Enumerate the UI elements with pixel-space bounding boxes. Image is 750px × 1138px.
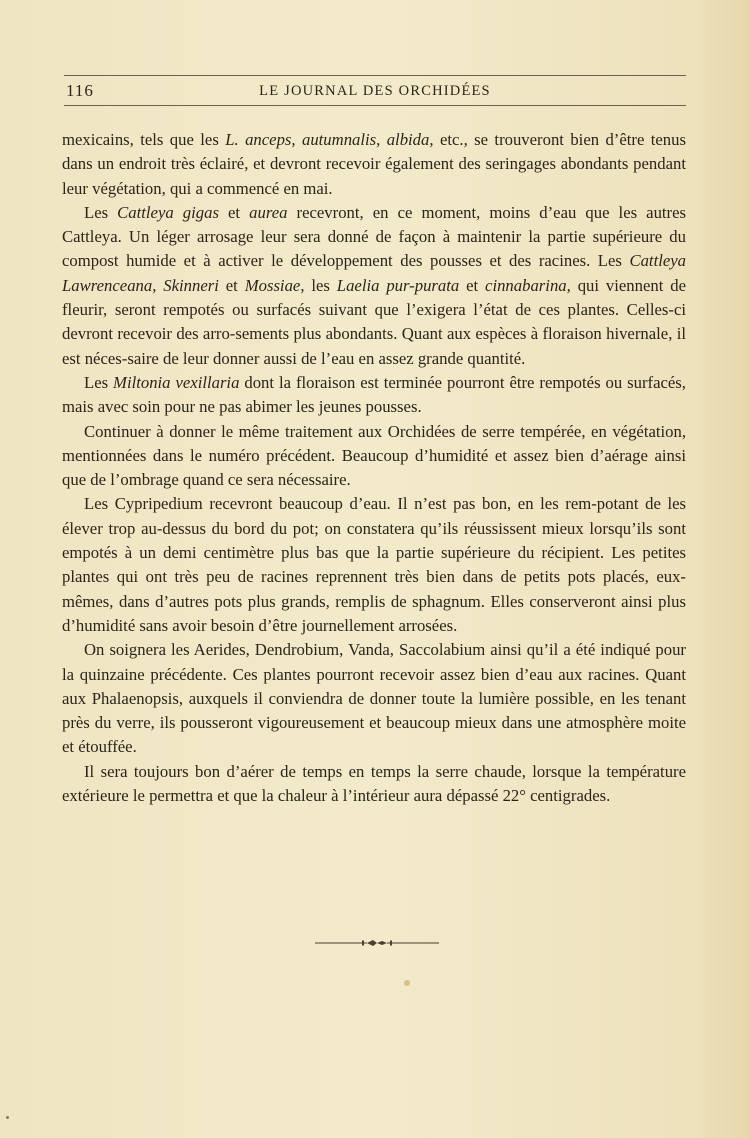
italic-species-name: Cattleya Lawrenceana, Skinneri xyxy=(62,251,686,295)
paragraph xyxy=(62,420,686,493)
italic-species-name: cinnabarina, xyxy=(485,275,571,295)
italic-species-name: Cattleya gigas xyxy=(117,202,219,222)
text-run: et xyxy=(218,202,250,222)
paragraph xyxy=(62,492,686,638)
text-run: mexicains, tels que les xyxy=(62,130,226,149)
page-number: 116 xyxy=(66,81,94,100)
ornamental-rule-icon xyxy=(315,936,439,950)
paragraph xyxy=(62,371,686,420)
text-run: qui viennent de fleurir, seront rempotés ou surfacés suivant que l’exigera l’état de ces plantes. Celles-ci devront recevoir des arro-sements plus abondants. Quant aux espèces à floraison hivernale, il est néces-saire de leur donner aussi de l’eau en assez grande quantité. xyxy=(62,275,686,368)
header-top-rule xyxy=(64,75,686,76)
text-run: et xyxy=(459,275,486,295)
paragraph xyxy=(62,128,686,201)
text-run: recevront, en ce moment, moins d’eau que les autres Cattleya. Un léger arrosage leur sera donné de façon à maintenir la partie supérieure du compost humide et à activer le développement des pousses et des racines. Les xyxy=(62,202,687,271)
text-run: Les xyxy=(84,372,114,392)
paragraph xyxy=(62,638,686,759)
paper-speck xyxy=(404,980,410,986)
paragraph xyxy=(62,760,686,809)
italic-species-name: aurea xyxy=(249,202,288,222)
article-body xyxy=(62,128,686,808)
text-run: Continuer à donner le même traitement aux Orchidées de serre tempérée, en végétation, mentionnées dans le numéro précédent. Beaucoup d’humidité et assez bien d’aérage ainsi que de l’ombrage quand ce sera nécessaire. xyxy=(62,421,686,490)
text-run: Les Cypripedium recevront beaucoup d’eau. Il n’est pas bon, en les rem-potant de les élever trop au-dessus du bord du pot; on constatera qu’ils réussissent mieux lorsqu’ils sont empotés à un demi centimètre plus bas que la partie supérieure du récipient. Les petites plantes qui ont très peu de racines reprennent très bien dans de petits pots placés, eux-mêmes, dans d’autres pots plus grands, remplis de sphagnum. Elles conserveront ainsi plus d’humidité sans avoir besoin d’être journellement arrosées. xyxy=(62,494,686,635)
header-bottom-rule xyxy=(64,105,686,106)
text-run: et xyxy=(218,275,245,295)
text-run: les xyxy=(304,275,337,295)
text-run: etc., se trouveront bien d’être tenus dans un endroit très éclairé, et devront recevoir également des seringages abondants pendant leur végétation, qui a commencé en mai. xyxy=(62,130,686,198)
text-run: Les xyxy=(84,202,118,222)
paragraph xyxy=(62,201,686,371)
text-run: Il sera toujours bon d’aérer de temps en temps la serre chaude, lorsque la température extérieure le permettra et que la chaleur à l’intérieur aura dépassé 22° centigrades. xyxy=(62,761,686,806)
text-run: dont la floraison est terminée pourront être rempotés ou surfacés, mais avec soin pour ne pas abimer les jeunes pousses. xyxy=(62,372,686,417)
italic-species-name: L. anceps, autumnalis, albida, xyxy=(225,130,434,149)
text-run: On soignera les Aerides, Dendrobium, Vanda, Saccolabium ainsi qu’il a été indiqué pour la quinzaine précédente. Ces plantes pourront recevoir assez bien d’eau aux racines. Quant aux Phalaenopsis, auxquels il conviendra de donner toute la lumière possible, en les tenant près du verre, ils pousseront vigoureusement et beaucoup mieux dans une atmosphère moite et étouffée. xyxy=(62,640,686,757)
italic-species-name: Miltonia vexillaria xyxy=(113,372,240,392)
paper-speck xyxy=(6,1116,9,1119)
italic-species-name: Mossiae, xyxy=(244,275,305,295)
italic-species-name: Laelia pur-purata xyxy=(336,275,460,295)
running-title: LE JOURNAL DES ORCHIDÉES xyxy=(259,83,491,99)
